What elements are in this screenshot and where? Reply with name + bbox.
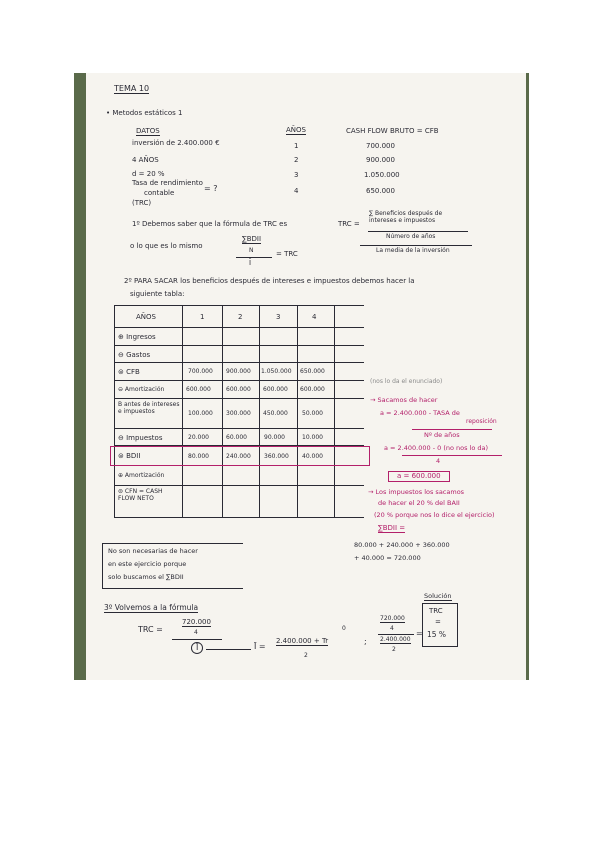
step3-f-den: 2.400.000 (380, 636, 411, 643)
photo-background (74, 73, 529, 680)
left-note: solo buscamos el ∑BDII (108, 573, 184, 581)
step3-f-num: 720.000 (380, 615, 405, 622)
solution-eq: = (435, 618, 441, 626)
solution-label: Solución (424, 592, 452, 600)
row-label: ⊕ Ingresos (118, 333, 156, 341)
step3-f-n: 4 (390, 625, 394, 632)
fraction-bar (236, 257, 272, 258)
cfb-cell: 900.000 (366, 156, 395, 164)
amort-result: a = 600.000 (388, 471, 450, 482)
step1-alt: o lo que es lo mismo (130, 242, 203, 250)
table-cell: 1.050.000 (261, 368, 292, 375)
step1-alt-numerator: ∑BDII (242, 235, 262, 243)
fraction-bar (402, 455, 502, 456)
table-cell: 60.000 (226, 434, 247, 441)
row-label: ⊜ CFB (118, 368, 140, 376)
row-label: ⊖ Amortización (118, 386, 165, 393)
fraction-bar (172, 639, 222, 640)
row-label: ⊖ Impuestos (118, 434, 163, 442)
sum-label: ∑BDII = (378, 524, 406, 532)
step3-ibar-circled: Ī (191, 642, 203, 654)
table-cell: 20.000 (188, 434, 209, 441)
step1-lhs: TRC = (338, 220, 360, 228)
imp-note: (20 % porque nos lo dice el ejercicio) (374, 511, 495, 519)
table-cell: 240.000 (226, 453, 251, 460)
step3-ibar-num: 2.400.000 + Tr (276, 637, 329, 645)
row-label: ⊜ CFN = CASH FLOW NETO (118, 488, 163, 502)
step3-ibar-eq: Ī = (254, 642, 266, 651)
table-cell: 50.000 (302, 410, 323, 417)
step3-semicolon: ; (364, 637, 367, 646)
bdii-highlight (110, 446, 370, 466)
table-cell: 10.000 (302, 434, 323, 441)
table-header: 3 (276, 313, 281, 321)
table-cell: 600.000 (186, 386, 211, 393)
table-cell: 700.000 (188, 368, 213, 375)
table-header: AÑOS (136, 313, 156, 321)
table-cell: 600.000 (226, 386, 251, 393)
table-cell: 600.000 (300, 386, 325, 393)
table-cell: 360.000 (264, 453, 289, 460)
fraction-bar (412, 429, 492, 430)
step1-numerator: ∑ Beneficios después de intereses e impuestos (369, 210, 443, 224)
left-note: No son necesarias de hacer (108, 547, 198, 555)
left-note: en este ejercicio porque (108, 560, 187, 568)
amort-note: reposición (466, 418, 497, 425)
row-label: ⊕ Amortización (118, 472, 165, 479)
amort-note: a = 2.400.000 - TASA de (380, 409, 460, 417)
year-cell: 3 (294, 171, 299, 179)
solution-trc: TRC (429, 607, 443, 615)
fraction-bar (360, 245, 472, 246)
datos-line: d = 20 % (132, 170, 165, 178)
step3-n: 4 (194, 629, 198, 636)
page-subtitle: • Metodos estáticos 1 (106, 109, 183, 117)
year-cell: 2 (294, 156, 299, 164)
table-cell: 80.000 (188, 453, 209, 460)
step1-denominator-1: Número de años (386, 233, 436, 240)
table-cell: 40.000 (302, 453, 323, 460)
notebook-page (86, 73, 526, 680)
table-cell: 100.000 (188, 410, 213, 417)
arrow-line (206, 649, 251, 650)
step3-trc: TRC = (138, 625, 163, 634)
gray-note: (nos lo da el enunciado) (370, 378, 443, 385)
step2-line2: siguiente tabla: (130, 290, 185, 298)
datos-line: inversión de 2.400.000 € (132, 139, 220, 147)
step3-num: 720.000 (182, 618, 211, 626)
step1-alt-eq: = TRC (276, 250, 298, 258)
cfb-cell: 650.000 (366, 187, 395, 195)
imp-note: → Los impuestos los sacamos (368, 488, 465, 496)
cfb-cell: 1.050.000 (364, 171, 400, 179)
cfb-cell: 700.000 (366, 142, 395, 150)
table-cell: 650.000 (300, 368, 325, 375)
row-label: ⊜ BDII (118, 452, 141, 460)
year-cell: 4 (294, 187, 299, 195)
row-label: B antes de intereses e impuestos (118, 401, 180, 415)
fraction-bar (378, 634, 414, 635)
table-cell: 300.000 (226, 410, 251, 417)
cfb-col-header: CASH FLOW BRUTO = CFB (346, 127, 439, 135)
table-cell: 450.000 (263, 410, 288, 417)
step2-line1: 2º PARA SACAR los beneficios después de intereses e impuestos debemos hacer la (124, 277, 415, 285)
sum-line: + 40.000 = 720.000 (354, 554, 421, 562)
step3-ibar-den: 2 (304, 652, 308, 659)
datos-line: Tasa de rendimiento (132, 179, 203, 187)
page-title: TEMA 10 (114, 84, 150, 93)
step3-text: 3º Volvemos a la fórmula (104, 603, 199, 612)
step1-alt-denominator: Ī (249, 259, 252, 267)
datos-question: = ? (204, 184, 218, 193)
step3-f-eq: = (416, 629, 423, 638)
step1-alt-n: N (249, 247, 254, 254)
year-cell: 1 (294, 142, 299, 150)
step1-text: 1º Debemos saber que la fórmula de TRC es (132, 220, 288, 228)
amort-note: Nº de años (424, 431, 460, 439)
table-cell: 600.000 (263, 386, 288, 393)
table-header: 1 (200, 313, 205, 321)
sum-line: 80.000 + 240.000 + 360.000 (354, 541, 450, 549)
amort-note: → Sacamos de hacer (370, 396, 438, 404)
datos-heading: DATOS (136, 127, 160, 135)
solution-value: 15 % (427, 630, 447, 639)
datos-line: 4 AÑOS (132, 156, 159, 164)
table-cell: 900.000 (226, 368, 251, 375)
step3-f-den2: 2 (392, 646, 396, 653)
table-header: 4 (312, 313, 317, 321)
datos-line: contable (144, 189, 175, 197)
table-header: 2 (238, 313, 243, 321)
amort-note: a = 2.400.000 - 0 (no nos lo da) (384, 444, 489, 452)
table-cell: 90.000 (264, 434, 285, 441)
step3-tr-value: 0 (342, 625, 346, 632)
imp-note: de hacer el 20 % del BAII (378, 499, 460, 507)
years-col-header: AÑOS (286, 126, 306, 134)
step1-denominator-2: La media de la inversión (376, 247, 450, 254)
row-label: ⊖ Gastos (118, 351, 151, 359)
fraction-bar (368, 231, 468, 232)
datos-line: (TRC) (132, 199, 152, 207)
amort-note: 4 (436, 457, 441, 465)
